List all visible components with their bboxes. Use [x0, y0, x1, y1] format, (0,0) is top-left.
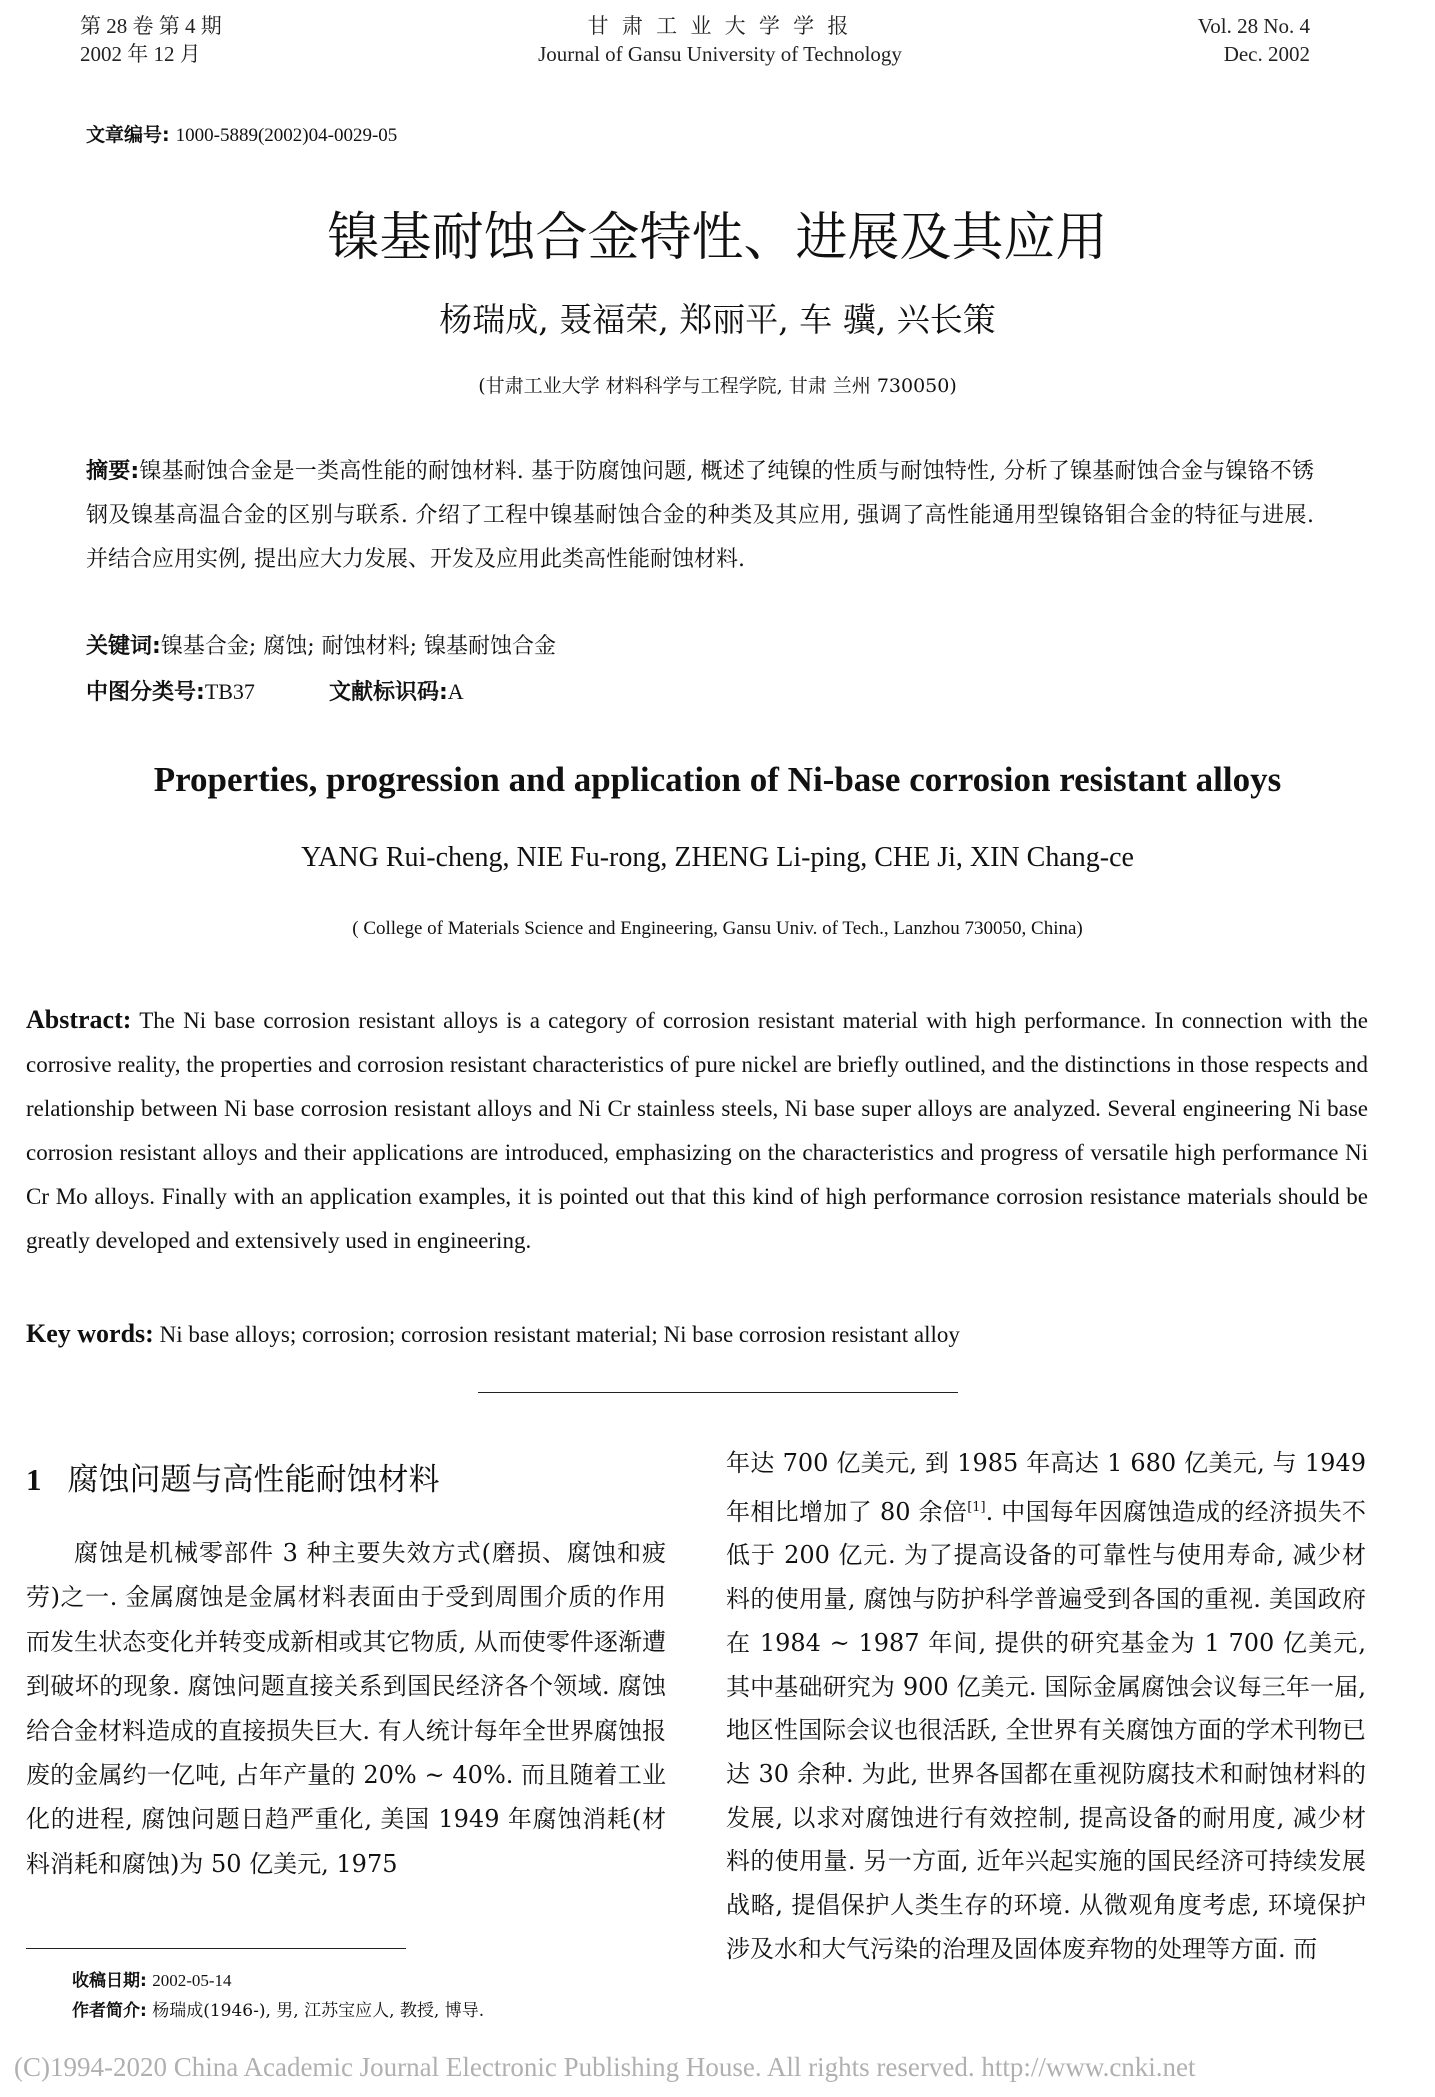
affiliation-cn: (甘肃工业大学 材料科学与工程学院, 甘肃 兰州 730050) [478, 375, 957, 397]
abstract-en [26, 998, 1368, 1263]
header-date-en: Dec. 2002 [1223, 42, 1310, 66]
received-value: 2002-05-14 [152, 1971, 232, 1990]
doc-code-label: 文献标识码: [328, 680, 448, 705]
header-journal-en: Journal of Gansu University of Technology [538, 42, 902, 66]
clc-label: 中图分类号: [86, 680, 205, 705]
section-1-heading [26, 1458, 666, 1502]
classification [86, 670, 1314, 715]
header-journal [440, 12, 1000, 68]
footnote-received [72, 1966, 692, 1996]
page-title: 镍基耐蚀合金特性、进展及其应用 [327, 208, 1108, 268]
footnote-rule [26, 1948, 406, 1949]
received-label: 收稿日期: [72, 1971, 147, 1991]
author-bio-value: 杨瑞成(1946-), 男, 江苏宝应人, 教授, 博导. [152, 2001, 485, 2021]
section-divider [478, 1392, 958, 1393]
section-title: 腐蚀问题与高性能耐蚀材料 [67, 1462, 440, 1498]
keywords-cn-value: 镍基合金; 腐蚀; 耐蚀材料; 镍基耐蚀合金 [160, 634, 557, 659]
keywords-en-value: Ni base alloys; corrosion; corrosion resistant material; Ni base corrosion resistant alloy [159, 1322, 960, 1347]
header-journal-cn: 甘 肃 工 业 大 学 学 报 [587, 14, 853, 38]
article-number-value: 1000-5889(2002)04-0029-05 [175, 125, 398, 146]
header-vol-en [1050, 12, 1310, 68]
keywords-cn-label: 关键词: [86, 634, 161, 659]
abstract-cn-text: 镍基耐蚀合金是一类高性能的耐蚀材料. 基于防腐蚀问题, 概述了纯镍的性质与耐蚀特性, 分析了镍基耐蚀合金与镍铬不锈钢及镍基高温合金的区别与联系. 介绍了工程中镍基耐蚀合金的种类及其应用, 强调了高性能通用型镍铬钼合金的特征与进展. 并结合应用实例, 提出应大力发展、开发及应用此类高性能耐蚀材料. [86, 459, 1314, 572]
title-en: Properties, progression and application of Ni-base corrosion resistant alloys [153, 760, 1282, 799]
footnote [72, 1966, 692, 2026]
abstract-cn-label: 摘要: [86, 459, 140, 484]
footnote-author [72, 1996, 692, 2026]
header-vol-no: Vol. 28 No. 4 [1197, 14, 1310, 38]
body-left-paragraph: 腐蚀是机械零部件 3 种主要失效方式(磨损、腐蚀和疲劳)之一. 金属腐蚀是金属材料表面由于受到周围介质的作用而发生状态变化并转变成新相或其它物质, 从而使零件逐渐遭到破坏的现象. 腐蚀问题直接关系到国民经济各个领域. 腐蚀给合金材料造成的直接损失巨大. 有人统计每年全世界腐蚀报废的金属约一亿吨, 占年产量的 20% ~ 40%. 而且随着工业化的进程, 腐蚀问题日趋严重化, 美国 1949 年腐蚀消耗(材料消耗和腐蚀)为 50 亿美元, 1975 [26, 1539, 666, 1878]
body-right-text-a: 年达 700 亿美元, 到 1985 年高达 1 680 亿美元, 与 1949 年相比增加了 80 余倍 [726, 1449, 1366, 1526]
authors-en: YANG Rui-cheng, NIE Fu-rong, ZHENG Li-ping, CHE Ji, XIN Chang-ce [301, 842, 1134, 873]
section-number: 1 [26, 1462, 42, 1497]
header-date: 2002 年 12 月 [80, 42, 201, 66]
abstract-en-label: Abstract: [26, 1005, 132, 1034]
header-volume-issue: 第 28 卷 第 4 期 [80, 14, 222, 38]
header-volume [80, 12, 400, 68]
abstract-cn [86, 450, 1314, 582]
keywords-en [26, 1312, 1368, 1357]
article-number [86, 120, 397, 147]
abstract-en-text: The Ni base corrosion resistant alloys is a category of corrosion resistant material with high performance. In connection with the corrosive reality, the properties and corrosion resistant characteristics of pure nickel are briefly outlined, and the distinctions in those respects and relationship between Ni base corrosion resistant alloys and Ni Cr stainless steels, Ni base super alloys are analyzed. Several engineering Ni base corrosion resistant alloys and their applications are introduced, emphasizing on the characteristics and progress of versatile high performance Ni Cr Mo alloys. Finally with an application examples, it is pointed out that this kind of high performance corrosion resistance materials should be greatly developed and extensively used in engineering. [26, 1008, 1368, 1253]
author-bio-label: 作者简介: [72, 2001, 147, 2021]
keywords-en-label: Key words: [26, 1319, 154, 1348]
authors-cn: 杨瑞成, 聂福荣, 郑丽平, 车 骥, 兴长策 [439, 300, 996, 339]
article-number-label: 文章编号: [86, 124, 170, 146]
doc-code-value: A [447, 679, 464, 704]
body-right-text-b: . 中国每年因腐蚀造成的经济损失不低于 200 亿元. 为了提高设备的可靠性与使用寿命, 减少材料的使用量, 腐蚀与防护科学普遍受到各国的重视. 美国政府在 1984 ~ 1987 年间, 提供的研究基金为 1 700 亿美元, 其中基础研究为 900 亿美元. 国际金属腐蚀会议每三年一届, 地区性国际会议也很活跃, 全世界有关腐蚀方面的学术刊物已达 30 余种. 为此, 世界各国都在重视防腐技术和耐蚀材料的发展, 以求对腐蚀进行有效控制, 提高设备的耐用度, 减少材料的使用量. 另一方面, 近年兴起实施的国民经济可持续发展战略, 提倡保护人类生存的环境. 从微观角度考虑, 环境保护涉及水和大气污染的治理及固体废弃物的处理等方面. 而 [726, 1497, 1366, 1963]
clc-value: TB37 [204, 679, 255, 704]
citation-ref: [1] [967, 1499, 986, 1515]
body-right-paragraph [726, 1442, 1366, 1971]
affiliation-en: ( College of Materials Science and Engineering, Gansu Univ. of Tech., Lanzhou 730050, China) [352, 918, 1083, 939]
keywords-cn [86, 625, 1314, 669]
watermark: (C)1994-2020 China Academic Journal Electronic Publishing House. All rights reserved. http://www.cnki.net [14, 2052, 1196, 2082]
